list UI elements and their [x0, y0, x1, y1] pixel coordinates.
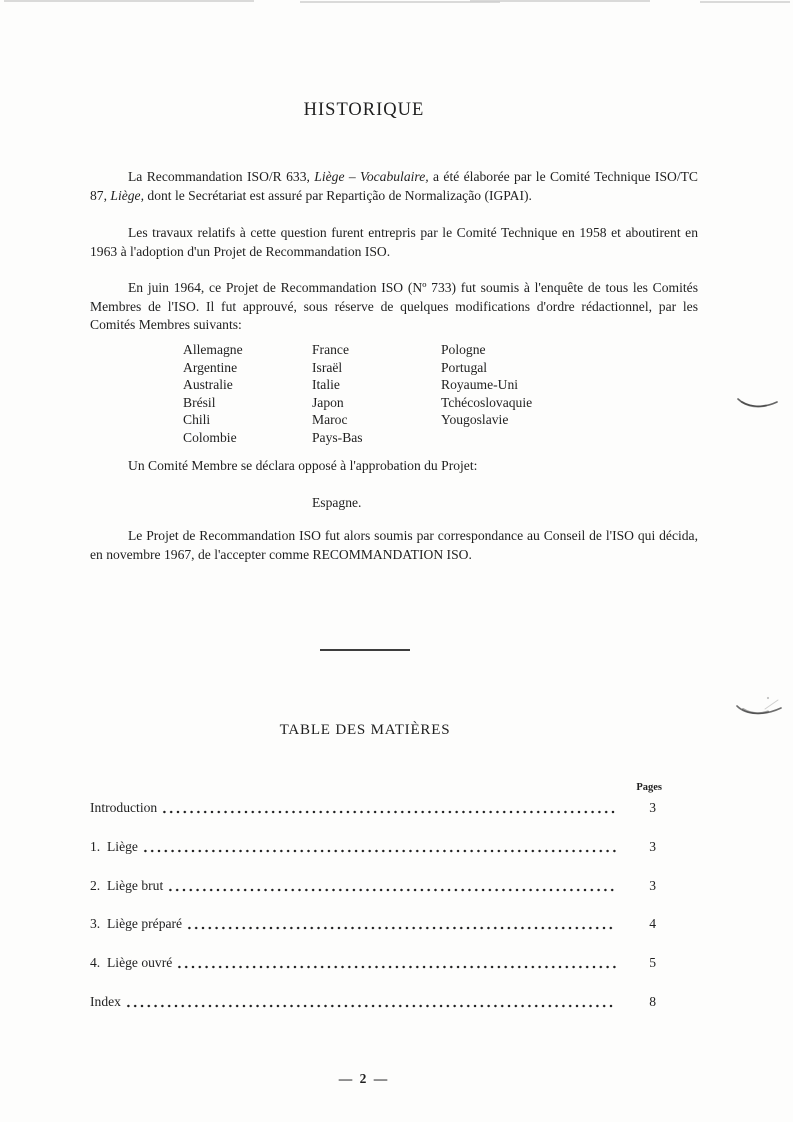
- member-column-1: [183, 341, 243, 446]
- toc-entry-page-number: 3: [649, 800, 656, 815]
- toc-entry-label: Index: [90, 994, 121, 1009]
- toc-row-liege-ouvre: [90, 954, 662, 972]
- member-country: Maroc: [312, 412, 348, 427]
- member-country: Argentine: [183, 359, 238, 375]
- toc-entry-page-number: 3: [649, 878, 656, 893]
- toc-entry-label: 3. Liège préparé: [90, 916, 183, 931]
- member-country: France: [312, 342, 349, 357]
- toc-entry-label: 4. Liège ouvré: [90, 955, 173, 970]
- member-committees-list: [90, 341, 698, 451]
- footer-page-number: — 2 —: [338, 1071, 390, 1086]
- text-segment: dont le Secrétariat est assuré par Repartição de Normalização (IGPAI).: [144, 187, 532, 203]
- dot-leader: [176, 951, 616, 969]
- dot-leader: [161, 796, 616, 814]
- member-column-3: [441, 341, 532, 429]
- scan-edge-artifact: [470, 0, 650, 2]
- text-segment: a été élaborée par le Comité Technique ISO/TC 87,: [90, 169, 698, 203]
- member-country: Colombie: [183, 429, 237, 445]
- text-segment: La Recommandation ISO/R 633,: [128, 169, 315, 184]
- member-country: Chili: [183, 412, 211, 427]
- member-country: Italie: [312, 377, 340, 392]
- scan-edge-artifact: [4, 0, 254, 2]
- scan-curl-artifact-lower: [734, 693, 786, 721]
- member-country: Tchécoslovaquie: [441, 394, 533, 410]
- toc-row-liege: [90, 838, 662, 856]
- toc-row-introduction: [90, 799, 662, 817]
- paragraph-council-decision: Le Projet de Recommandation ISO fut alors soumis par correspondance au Conseil de l'ISO qui décida, en novembre 1967, de l'accepter comme RECOMMANDATION ISO.: [90, 528, 698, 562]
- member-country: Portugal: [441, 359, 488, 375]
- toc-entry-page-number: 4: [649, 916, 656, 931]
- member-country: Pologne: [441, 342, 486, 357]
- text-segment-italic: Liège,: [110, 187, 144, 203]
- toc-pages-column-header: Pages: [636, 782, 662, 793]
- toc-row-liege-brut: [90, 877, 662, 895]
- toc-entry-label: 1. Liège: [90, 839, 138, 854]
- member-country: Brésil: [183, 394, 216, 410]
- toc-entry-page-number: 5: [649, 955, 656, 970]
- member-country: Royaume-Uni: [441, 377, 519, 392]
- dot-leader: [167, 874, 616, 892]
- toc-entry-page-number: 3: [649, 839, 656, 854]
- toc-entry-page-number: 8: [649, 994, 656, 1009]
- text-segment-italic: Liège – Vocabulaire,: [314, 169, 429, 184]
- member-country: Allemagne: [183, 342, 243, 357]
- toc-row-index: [90, 993, 662, 1011]
- dot-leader: [186, 912, 616, 930]
- paragraph-enquiry: En juin 1964, ce Projet de Recommandation ISO (Nº 733) fut soumis à l'enquête de tous les Comités Membres de l'ISO. Il fut approuvé, sous réserve de quelques modifications d'ordre rédactionnel, par les Comités Membres suivants:: [90, 280, 698, 333]
- member-country: Yougoslavie: [441, 412, 509, 427]
- member-column-2: [312, 341, 363, 446]
- dot-leader: [125, 990, 616, 1008]
- member-country: Israël: [312, 359, 343, 375]
- member-country: Pays-Bas: [312, 429, 363, 445]
- member-country: Australie: [183, 377, 233, 392]
- toc-row-liege-prepare: [90, 915, 662, 933]
- dot-leader: [142, 835, 616, 853]
- toc-entry-label: Introduction: [90, 800, 158, 815]
- page-title: HISTORIQUE: [303, 100, 425, 120]
- member-country: Japon: [312, 394, 344, 410]
- paragraph-opposition: Un Comité Membre se déclara opposé à l'approbation du Projet:: [128, 458, 478, 473]
- opposed-member: Espagne.: [312, 495, 362, 510]
- toc-entry-label: 2. Liège brut: [90, 878, 164, 893]
- section-divider-rule: [320, 649, 410, 651]
- toc-heading: TABLE DES MATIÈRES: [279, 722, 451, 738]
- paragraph-recommendation-origin: [90, 168, 698, 205]
- scan-curl-artifact-upper: [736, 391, 780, 413]
- scan-edge-artifact: [700, 1, 790, 3]
- paragraph-work-history: Les travaux relatifs à cette question furent entrepris par le Comité Technique en 1958 et aboutirent en 1963 à l'adoption d'un Projet de Recommandation ISO.: [90, 225, 698, 259]
